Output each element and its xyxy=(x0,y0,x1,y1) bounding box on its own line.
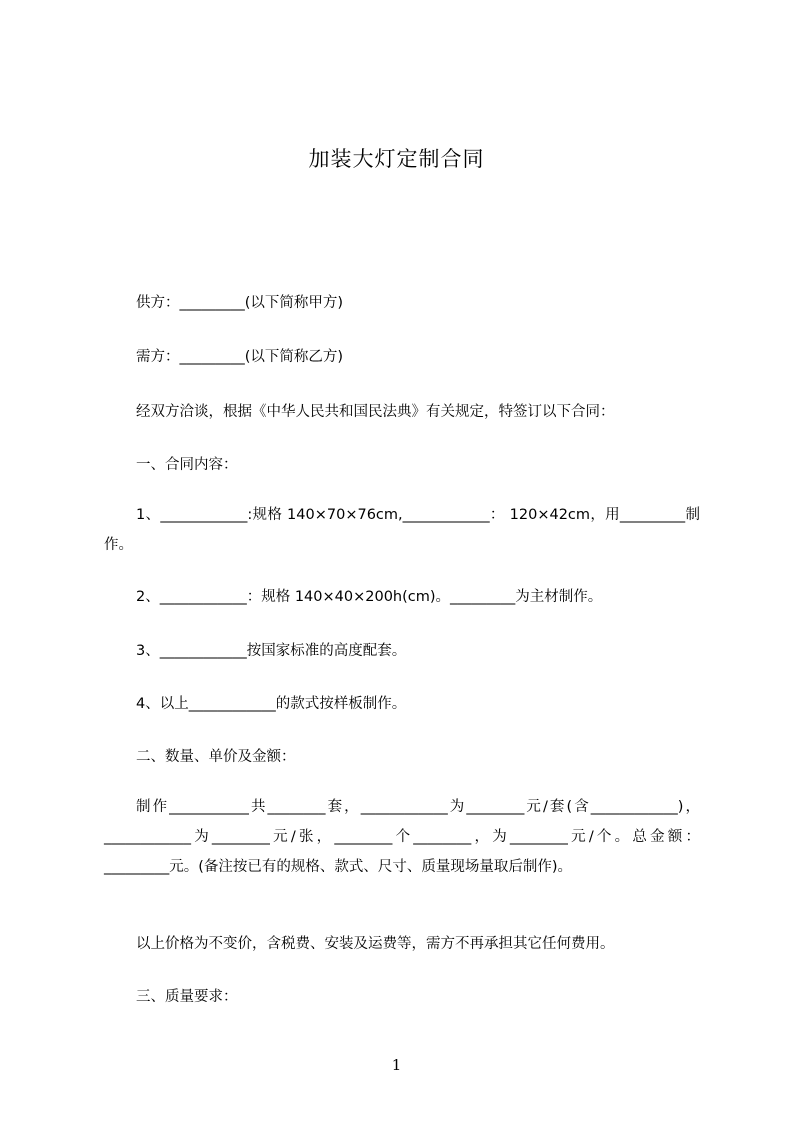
page-number: 1 xyxy=(391,1056,402,1074)
document-title: 加装大灯定制合同 xyxy=(308,147,485,171)
item-4-paragraph: 4、以上____________的款式按样板制作。 xyxy=(136,696,407,712)
price-note-paragraph: 以上价格为不变价，含税费、安装及运费等，需方不再承担其它任何费用。 xyxy=(136,936,615,952)
section-2-heading: 二、数量、单价及金额： xyxy=(136,749,296,765)
buyer-line: 需方：_________(以下简称乙方) xyxy=(136,349,344,365)
item-3-paragraph: 3、____________按国家标准的高度配套。 xyxy=(136,643,407,659)
item-1-paragraph: 1、____________:规格 140×70×76cm,____________： 120×42cm，用_________制作。 xyxy=(104,507,700,553)
section-3-heading: 三、质量要求： xyxy=(136,989,238,1005)
intro-paragraph: 经双方洽谈，根据《中华人民共和国民法典》有关规定，特签订以下合同： xyxy=(136,404,615,420)
section-1-heading: 一、合同内容： xyxy=(136,457,238,473)
quantity-paragraph: 制作___________共________套，____________为________元/套(含____________)，____________为________元/张，________个________，为________元/个。总金额：_________元。(备注按已有的规格、款式、尺寸、质量现场量取后制作)。 xyxy=(104,799,700,875)
item-2-paragraph: 2、____________：规格 140×40×200h(cm)。_________为主材制作。 xyxy=(136,589,603,605)
supplier-line: 供方：_________(以下简称甲方) xyxy=(136,295,344,311)
